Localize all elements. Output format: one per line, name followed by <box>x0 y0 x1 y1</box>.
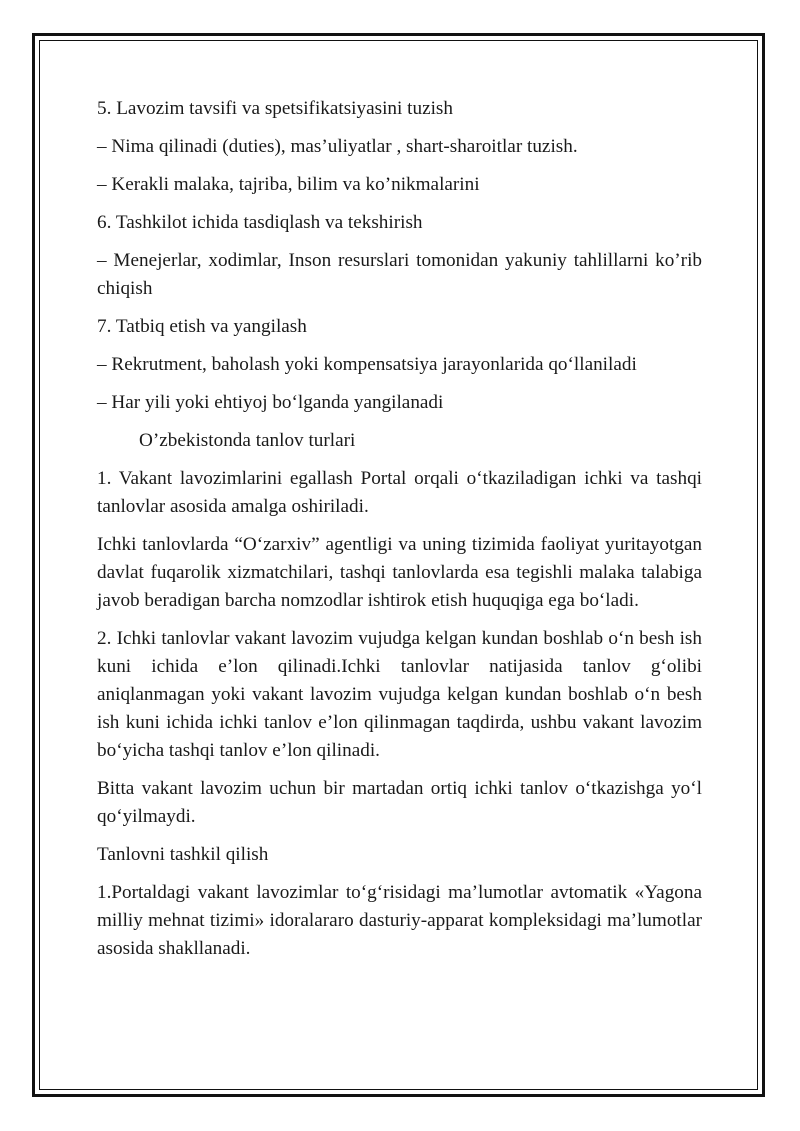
section-heading-6: 6. Tashkilot ichida tasdiqlash va tekshirish <box>97 212 423 233</box>
section-heading-5: 5. Lavozim tavsifi va spetsifikatsiyasini tuzish <box>97 98 453 119</box>
list-item-duties: – Nima qilinadi (duties), mas’uliyatlar , shart-sharoitlar tuzish. <box>97 136 578 157</box>
list-item-review: – Menejerlar, xodimlar, Inson resurslari tomonidan yakuniy tahlillarni ko’rib chiqish <box>97 250 702 299</box>
list-item-update: – Har yili yoki ehtiyoj bo‘lganda yangilanadi <box>97 392 444 413</box>
paragraph-vacancy-portal: 1. Vakant lavozimlarini egallash Portal orqali o‘tkaziladigan ichki va tashqi tanlovlar asosida amalga oshiriladi. <box>97 468 702 517</box>
paragraph-internal-announcement: 2. Ichki tanlovlar vakant lavozim vujudga kelgan kundan boshlab o‘n besh ish kuni ichida e’lon qilinadi.Ichki tanlovlar natijasida tanlov g‘olibi aniqlanmagan yoki vakant lavozim vujudga kelgan kundan boshlab o‘n besh ish kuni ichida ichki tanlov e’lon qilinmagan taqdirda, ushbu vakant lavozim bo‘yicha tashqi tanlov e’lon qilinadi. <box>97 628 702 761</box>
paragraph-internal-external: Ichki tanlovlarda “O‘zarxiv” agentligi va uning tizimida faoliyat yuritayotgan davlat fuqarolik xizmatchilari, tashqi tanlovlarda esa tegishli malaka talabiga javob beradigan barcha nomzodlar ishtirok etish huquqiga ega bo‘ladi. <box>97 534 702 611</box>
section-heading-7: 7. Tatbiq etish va yangilash <box>97 316 307 337</box>
subheading-organizing: Tanlovni tashkil qilish <box>97 844 269 865</box>
paragraph-portal-data: 1.Portaldagi vakant lavozimlar to‘g‘risidagi ma’lumotlar avtomatik «Yagona milliy mehnat tizimi» idoralararo dasturiy-apparat kompleksidagi ma’lumotlar asosida shakllanadi. <box>97 882 702 959</box>
list-item-skills: – Kerakli malaka, tajriba, bilim va ko’nikmalarini <box>97 174 480 195</box>
subheading-competition-types: O’zbekistonda tanlov turlari <box>139 430 356 451</box>
document-body <box>97 95 702 973</box>
paragraph-single-internal: Bitta vakant lavozim uchun bir martadan ortiq ichki tanlov o‘tkazishga yo‘l qo‘yilmaydi. <box>97 778 702 827</box>
list-item-recruitment: – Rekrutment, baholash yoki kompensatsiya jarayonlarida qo‘llaniladi <box>97 354 637 375</box>
